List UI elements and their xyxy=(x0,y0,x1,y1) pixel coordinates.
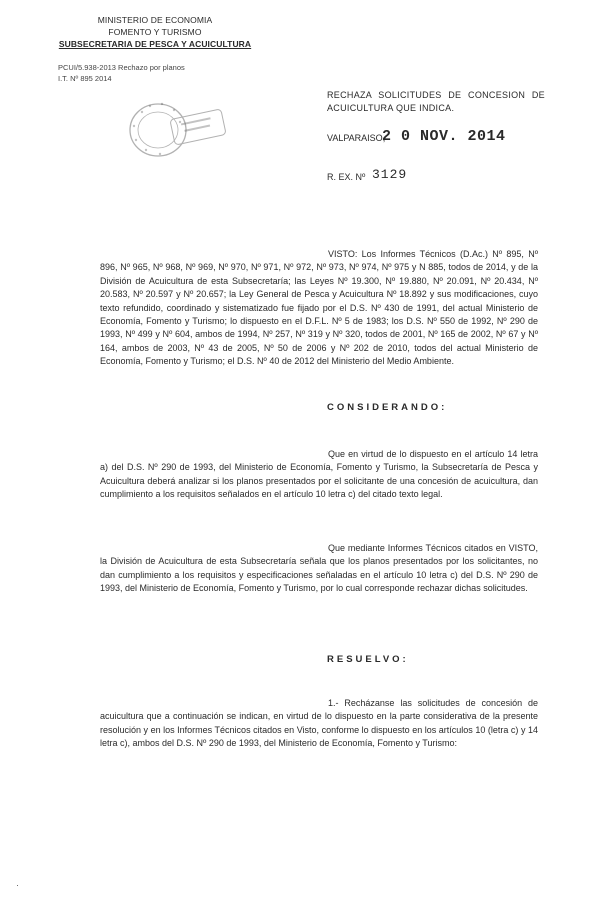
resolution-subject: RECHAZA SOLICITUDES DE CONCESION DE ACUICULTURA QUE INDICA. xyxy=(327,90,545,113)
official-stamp-seal xyxy=(120,92,238,164)
technical-report-reference: I.T. Nº 895 2014 xyxy=(58,74,112,83)
ministry-subtitle: FOMENTO Y TURISMO xyxy=(108,27,202,37)
considerando-paragraph-1: Que en virtud de lo dispuesto en el artículo 14 letra a) del D.S. Nº 290 de 1993, del Ministerio de Economía, Fomento y Turismo, la Subsecretaría de Pesca y Acuicultura deberá analizar si los planos presentados por el solicitante de una concesión de acuicultura, dan cumplimiento a los requisitos señalados en el artículo 10 letra c) del citado texto legal. xyxy=(100,449,538,500)
subsecretariat-name: SUBSECRETARIA DE PESCA Y ACUICULTURA xyxy=(58,39,252,49)
resolution-number: 3129 xyxy=(372,167,408,182)
resuelvo-heading: RESUELVO: xyxy=(327,654,409,665)
considerando-heading: CONSIDERANDO: xyxy=(327,402,448,413)
resuelvo-paragraph-1: 1.- Recházanse las solicitudes de concesión de acuicultura que a continuación se indican, en virtud de lo dispuesto en la parte considerativa de la presente resolución y en los Informes Técnicos citados en Visto, conforme lo dispuesto en los artículos 10 (letra c) y 14 letra c), ambos del D.S. Nº 290 de 1993, del Ministerio de Economía, Fomento y Turismo: xyxy=(100,698,538,749)
resolution-number-label: R. EX. Nº xyxy=(327,172,366,182)
margin-mark: · xyxy=(16,880,19,890)
resolution-date: 2 0 NOV. 2014 xyxy=(382,128,506,145)
considerando-paragraph-2: Que mediante Informes Técnicos citados en VISTO, la División de Acuicultura de esta Subsecretaría señala que los planos presentados por los solicitantes, no dan cumplimiento a los requisitos y especificaciones señaladas en el artículo 10 letra c) del D.S. Nº 290 de 1993, del Ministerio de Economía, Fomento y Turismo, por lo cual corresponde rechazar dichas solicitudes. xyxy=(100,543,538,594)
file-reference-line: PCUI/5.938-2013 Rechazo por planos xyxy=(58,63,185,72)
ministry-name: MINISTERIO DE ECONOMIA xyxy=(97,15,213,25)
place-label: VALPARAISO, xyxy=(327,133,386,143)
file-reference xyxy=(58,62,185,84)
visto-paragraph: VISTO: Los Informes Técnicos (D.Ac.) Nº 895, Nº 896, Nº 965, Nº 968, Nº 969, Nº 970, Nº 971, Nº 972, Nº 973, Nº 974, Nº 975 y N 885, todos de 2014, y de la División de Acuicultura de esta Subsecretaría; las Leyes Nº 19.300, Nº 19.880, Nº 20.091, Nº 20.434, Nº 20.583, Nº 20.597 y Nº 20.657; la Ley General de Pesca y Acuicultura Nº 18.892 y sus modificaciones, cuyo texto refundido, coordinado y sistematizado fue fijado por el D.S. Nº 430 de 1991, del actual Ministerio de Economía, Fomento y Turismo; lo dispuesto en el D.F.L. Nº 5 de 1983; los D.S. Nº 550 de 1992, Nº 290 de 1993, Nº 499 y Nº 604, ambos de 1994, Nº 257, Nº 319 y Nº 320, todos de 2001, Nº 165 de 2002, Nº 67 y Nº 164, ambos de 2003, Nº 43 de 2005, Nº 50 de 2006 y Nº 202 de 2010, todos del actual Ministerio de Economía, Fomento y Turismo; el D.S. Nº 40 de 2012 del Ministerio del Medio Ambiente. xyxy=(100,249,538,367)
letterhead xyxy=(50,14,260,50)
